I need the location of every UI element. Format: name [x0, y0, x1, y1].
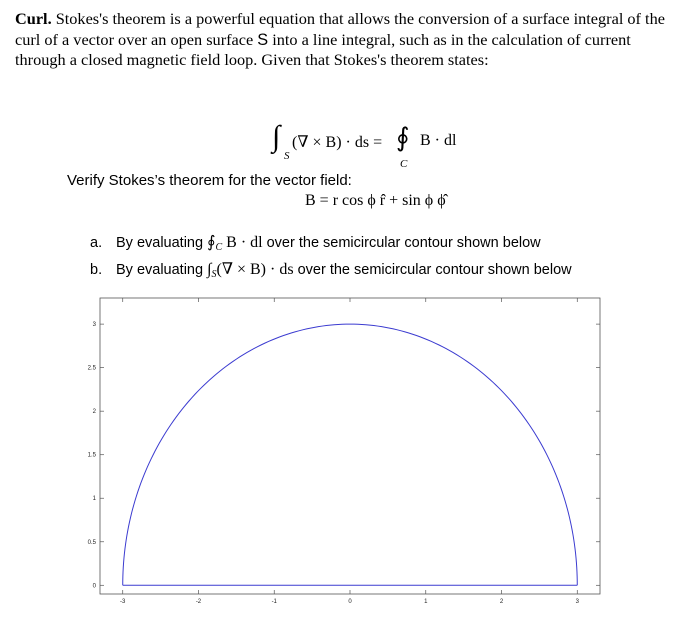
y-tick-label: 2 — [92, 409, 96, 416]
part-b-expr: (∇ × B) · ds — [216, 261, 294, 278]
y-tick-label: 0.5 — [87, 539, 96, 546]
contour-integral-sign: ∮ — [396, 123, 410, 152]
equation-rhs: B · dl — [420, 132, 457, 149]
plot-frame — [100, 298, 600, 594]
intro-label: Curl. — [15, 9, 52, 28]
field-equation: B = r cos ϕ r̂ + sin ϕ ϕ̂ — [305, 192, 446, 209]
y-tick-label: 1 — [92, 496, 96, 503]
part-b-post: over the semicircular contour shown below — [293, 262, 572, 278]
contour-integral-icon: ∮ — [207, 234, 216, 251]
part-b — [90, 259, 572, 286]
x-tick-label: -3 — [120, 599, 126, 604]
part-a — [90, 232, 572, 259]
semicircle-chart — [82, 294, 602, 604]
surface-symbol: S — [257, 30, 269, 49]
intro-text-b: into a line integral, such as in the calculation of current through a closed magnetic field loop. Given that Stokes's theorem states: — [15, 29, 631, 69]
y-tick-label: 0 — [92, 583, 96, 590]
intro-paragraph — [15, 9, 685, 71]
x-tick-label: 1 — [424, 599, 428, 604]
surface-integral-icon: ∫ — [207, 261, 212, 278]
equation-lhs: (∇ × B) · ds = — [292, 134, 383, 151]
x-tick-label: -2 — [195, 599, 202, 604]
y-tick-label: 3 — [92, 322, 96, 329]
part-a-pre: By evaluating — [116, 235, 208, 251]
y-tick-label: 2.5 — [87, 365, 96, 372]
part-a-sub: C — [215, 242, 223, 253]
stokes-equation — [270, 120, 500, 176]
intro-text-a: Stokes's theorem is a powerful equation that allows the conversion of a surface integral of the curl of a vector over an open surface — [15, 9, 665, 49]
part-b-sub: S — [211, 269, 217, 280]
part-b-pre: By evaluating — [116, 262, 208, 278]
parts-list — [90, 232, 572, 286]
part-b-label: b. — [90, 262, 103, 278]
integral-sign: ∫ — [272, 120, 281, 153]
x-tick-label: 2 — [499, 599, 504, 604]
contour-lower-c: C — [400, 158, 408, 170]
y-tick-label: 1.5 — [87, 452, 96, 459]
x-tick-label: -1 — [271, 599, 277, 604]
x-tick-label: 3 — [575, 599, 579, 604]
part-a-label: a. — [90, 235, 103, 251]
part-a-post: over the semicircular contour shown below — [262, 235, 541, 251]
part-a-expr: B · dl — [226, 234, 263, 251]
verify-text: Verify Stokes’s theorem for the vector field: — [67, 172, 352, 189]
integral-lower-s: S — [284, 150, 290, 162]
x-tick-label: 0 — [348, 599, 352, 604]
